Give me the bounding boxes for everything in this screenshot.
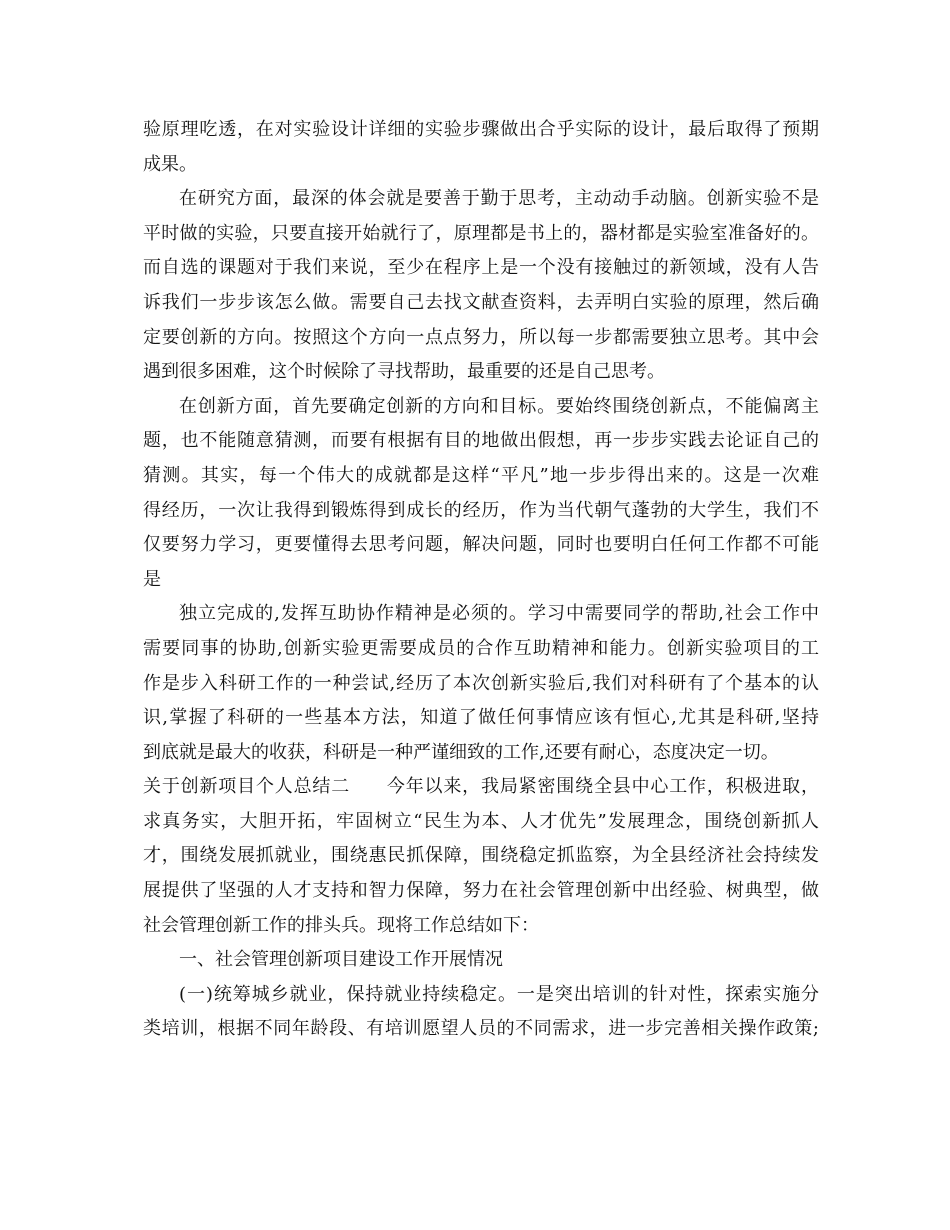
section-title-1: 一、社会管理创新项目建设工作开展情况 <box>179 949 503 971</box>
paragraph-4-line-3: 作是步入科研工作的一种尝试,经历了本次创新实验后,我们对科研有了个基本的认 <box>143 672 819 694</box>
paragraph-3-line-5: 仅要努力学习，更要懂得去思考问题，解决问题，同时也要明白任何工作都不可能 <box>143 534 819 556</box>
paragraph-4-line-4: 识,掌握了科研的一些基本方法，知道了做任何事情应该有恒心,尤其是科研,坚持 <box>143 707 819 729</box>
paragraph-3-line-2: 题，也不能随意猜测，而要有根据有目的地做出假想，再一步步实践去论证自己的 <box>143 430 819 452</box>
paragraph-3-line-3: 猜测。其实，每一个伟大的成就都是这样“平凡”地一步步得出来的。这是一次难 <box>143 464 819 486</box>
paragraph-5-line-5: 社会管理创新工作的排头兵。现将工作总结如下： <box>143 914 539 936</box>
section-heading: 关于创新项目个人总结二 <box>143 776 351 798</box>
paragraph-7-line-2: 类培训，根据不同年龄段、有培训愿望人员的不同需求，进一步完善相关操作政策; <box>143 1018 819 1040</box>
paragraph-5-line-1 <box>143 770 819 805</box>
paragraph-1-line-2: 成果。 <box>143 153 197 175</box>
document-body <box>143 113 819 1047</box>
paragraph-2-line-2: 平时做的实验，只要直接开始就行了，原理都是书上的，器材都是实验室准备好的。 <box>143 222 819 244</box>
paragraph-2-line-5: 定要创新的方向。按照这个方向一点点努力，所以每一步都需要独立思考。其中会 <box>143 326 819 348</box>
paragraph-3-line-1: 在创新方面，首先要确定创新的方向和目标。要始终围绕创新点，不能偏离主 <box>179 395 819 417</box>
paragraph-5-line-3: 才，围绕发展抓就业，围绕惠民抓保障，围绕稳定抓监察，为全县经济社会持续发 <box>143 845 819 867</box>
paragraph-4-line-5: 到底就是最大的收获，科研是一种严谨细致的工作,还要有耐心，态度决定一切。 <box>143 741 779 763</box>
paragraph-5-line-2: 求真务实，大胆开拓，牢固树立“民生为本、人才优先”发展理念，围绕创新抓人 <box>143 810 819 832</box>
paragraph-2-line-6: 遇到很多困难，这个时候除了寻找帮助，最重要的还是自己思考。 <box>143 361 665 383</box>
paragraph-5-line-1-text: 今年以来，我局紧密围绕全县中心工作，积极进取， <box>386 776 820 798</box>
paragraph-1-line-1: 验原理吃透，在对实验设计详细的实验步骤做出合乎实际的设计，最后取得了预期 <box>143 119 819 140</box>
paragraph-2-line-4: 诉我们一步步该怎么做。需要自己去找文献查资料，去弄明白实验的原理，然后确 <box>143 291 819 313</box>
paragraph-3-line-6: 是 <box>143 568 161 590</box>
paragraph-4-line-2: 需要同事的协助,创新实验更需要成员的合作互助精神和能力。创新实验项目的工 <box>143 637 819 659</box>
paragraph-7-line-1: (一)统筹城乡就业，保持就业持续稳定。一是突出培训的针对性，探索实施分 <box>179 983 819 1005</box>
paragraph-2-line-1: 在研究方面，最深的体会就是要善于勤于思考，主动动手动脑。创新实验不是 <box>179 188 819 210</box>
paragraph-2-line-3: 而自选的课题对于我们来说，至少在程序上是一个没有接触过的新领域，没有人告 <box>143 257 819 279</box>
paragraph-5-line-4: 展提供了坚强的人才支持和智力保障，努力在社会管理创新中出经验、树典型，做 <box>143 880 819 902</box>
paragraph-4-line-1: 独立完成的,发挥互助协作精神是必须的。学习中需要同学的帮助,社会工作中 <box>179 603 819 625</box>
paragraph-3-line-4: 得经历，一次让我得到锻炼得到成长的经历，作为当代朝气蓬勃的大学生，我们不 <box>143 499 819 521</box>
